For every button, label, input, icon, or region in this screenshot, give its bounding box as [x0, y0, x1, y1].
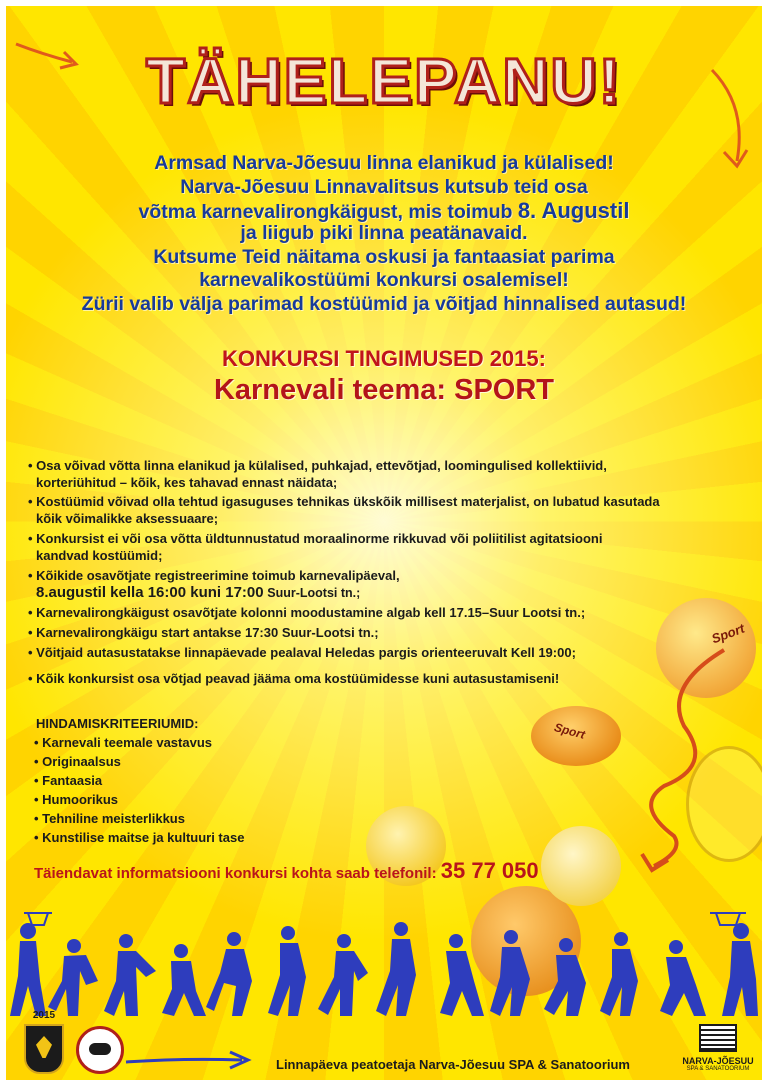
- intro-line-7: Zürii valib välja parimad kostüümid ja võitjad hinnalised autasud!: [81, 293, 687, 315]
- poster: [6, 6, 762, 1080]
- spa-logo: [678, 1024, 758, 1078]
- footer-arrow-icon: [124, 1050, 254, 1070]
- intro-line-6: karnevalikostüümi konkursi osalemisel!: [199, 269, 569, 291]
- volleyball-decoration: [541, 826, 621, 906]
- rule-1-line-1: • Osa võivad võtta linna elanikud ja külalised, puhkajad, ettevõtjad, loomingulised kollektiivid,: [28, 458, 607, 473]
- rule-3-line-2: kandvad kostüümid;: [36, 548, 163, 563]
- rule-1-line-2: korteriühitud – kõik, kes tahavad ennast näidata;: [36, 475, 338, 490]
- brand-subtitle: SPA & SANATOORIUM: [686, 1066, 750, 1072]
- event-date: 8. Augustil: [517, 198, 630, 223]
- city-logo: [24, 1010, 64, 1074]
- ball-label: Sport: [709, 620, 747, 647]
- logo-year: 2015: [32, 1010, 56, 1021]
- intro-line-5: Kutsume Teid näitama oskusi ja fantaasiat parima: [153, 246, 615, 268]
- criteria-item: • Karnevali teemale vastavus: [34, 735, 212, 750]
- intro-line-1: Armsad Narva-Jõesuu linna elanikud ja külalised!: [154, 152, 614, 174]
- motorcycle-club-logo: [76, 1026, 124, 1074]
- criteria-heading: HINDAMISKRITEERIUMID:: [36, 716, 199, 731]
- brand-name: NARVA-JÕESUU: [682, 1056, 754, 1066]
- phone-number[interactable]: 35 77 050: [440, 858, 539, 883]
- criteria-item: • Humoorikus: [34, 792, 119, 807]
- criteria-item: • Fantaasia: [34, 773, 103, 788]
- rule-7: • Võitjaid autasustatakse linnapäevade pealaval Heledas pargis orienteeruvalt Kell 19:00;: [28, 645, 576, 660]
- rule-2-line-2: kõik võimalikke aksessuaare;: [36, 511, 219, 526]
- criteria-item: • Tehniline meisterlikkus: [34, 811, 185, 826]
- sports-silhouettes: [6, 911, 762, 1021]
- registration-time: 8.augustil kella 16:00 kuni 17:00: [36, 584, 264, 601]
- theme-heading: Karnevali teema: SPORT: [213, 374, 555, 406]
- registration-place: Suur-Lootsi tn.;: [267, 586, 361, 600]
- ball-label-2: Sport: [552, 720, 587, 742]
- page-title: TÄHELEPANU!: [146, 45, 622, 117]
- rule-4-line-2: [36, 584, 360, 603]
- rule-6: • Karnevalirongkäigu start antakse 17:30 Suur-Lootsi tn.;: [28, 625, 379, 640]
- rule-5: • Karnevalirongkäigust osavõtjate kolonni moodustamine algab kell 17.15–Suur Lootsi tn.;: [28, 605, 586, 620]
- criteria-list: [34, 733, 244, 847]
- sponsor-text: Linnapäeva peatoetaja Narva-Jõesuu SPA & Sanatoorium: [276, 1057, 630, 1072]
- intro-line-4: ja liigub piki linna peatänavaid.: [240, 222, 528, 244]
- rule-2-line-1: • Kostüümid võivad olla tehtud igasuguses tehnikas ükskõik millisest materjalist, on lubatud kasutada: [28, 494, 660, 509]
- conditions-heading: KONKURSI TINGIMUSED 2015:: [222, 346, 546, 371]
- intro-line-3-text: võtma karnevalirongkäigust, mis toimub: [138, 201, 518, 223]
- intro-line-2: Narva-Jõesuu Linnavalitsus kutsub teid osa: [180, 176, 588, 198]
- rule-4-line-1: • Kõikide osavõtjate registreerimine toimub karnevalipäeval,: [28, 568, 400, 583]
- motorcycle-icon: [89, 1043, 111, 1055]
- contact-text: Täiendavat informatsiooni konkursi kohta saab telefonil:: [34, 865, 441, 882]
- contact-info: [34, 858, 539, 884]
- logo-emblem-icon: [36, 1036, 52, 1058]
- criteria-item: • Kunstilise maitse ja kultuuri tase: [34, 830, 245, 845]
- rule-3-line-1: • Konkursist ei või osa võtta üldtunnustatud moraalinorme rikkuvad või poliitilist agitatsiooni: [28, 531, 603, 546]
- rule-8: • Kõik konkursist osa võtjad peavad jääma oma kostüümidesse kuni autasustamiseni!: [28, 671, 560, 686]
- criteria-item: • Originaalsus: [34, 754, 121, 769]
- intro-line-3: [6, 199, 762, 225]
- building-icon: [699, 1024, 737, 1052]
- squiggle-arrow-icon: [624, 646, 754, 876]
